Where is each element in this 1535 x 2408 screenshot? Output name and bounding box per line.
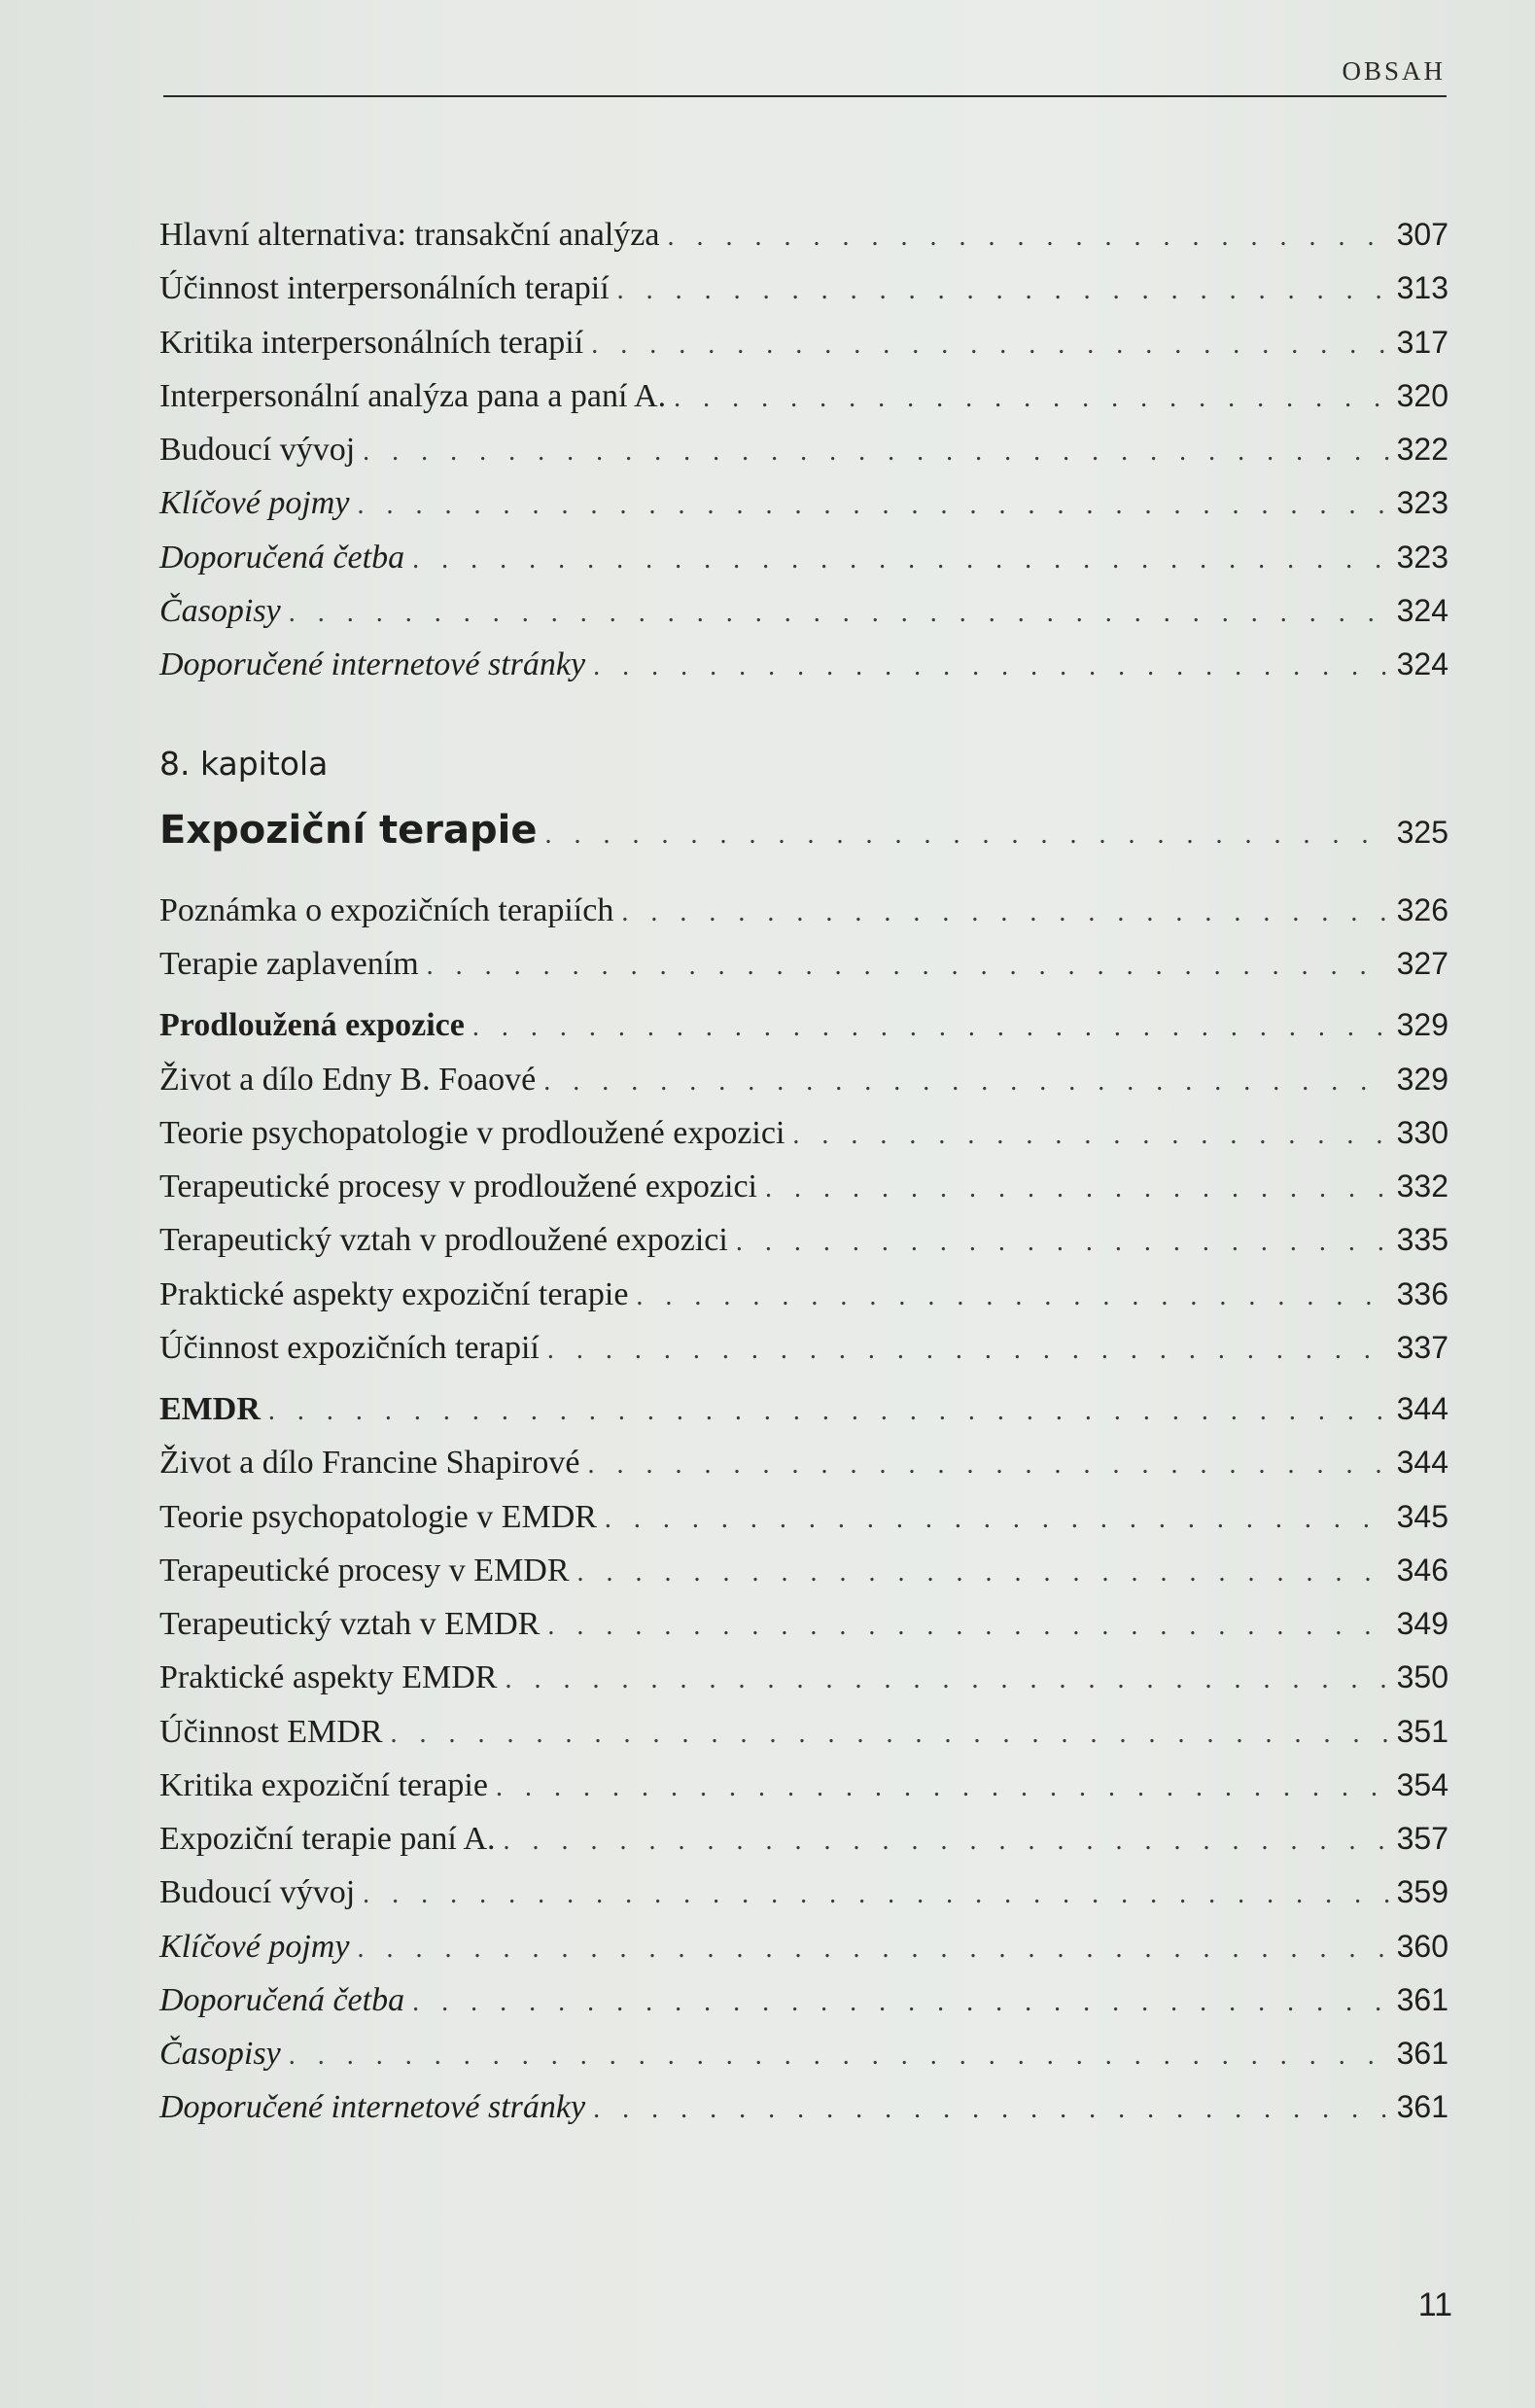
leader-dots [593,647,1389,686]
leader-dots [504,1822,1389,1861]
toc-entry[interactable] [159,483,1448,525]
toc-entry-page: 345 [1396,1499,1448,1534]
toc-section-label: EMDR [159,1391,261,1427]
toc-entry[interactable] [159,1060,1448,1101]
toc-entry[interactable] [159,2087,1448,2129]
toc-entry-label: Život a dílo Edny B. Foaové [159,1062,537,1098]
toc-entry-label: Život a dílo Francine Shapirové [159,1445,580,1481]
toc-entry[interactable] [159,1497,1448,1539]
toc-entry[interactable] [159,1274,1448,1316]
toc-entry-label: Poznámka o expozičních terapiích [159,892,614,928]
leader-dots [427,947,1389,986]
toc-entry-page: 361 [1396,2036,1448,2071]
toc-section-entry[interactable] [159,1389,1448,1431]
leader-dots [496,1768,1389,1807]
leader-dots [617,271,1389,310]
toc-entry-page: 357 [1396,1821,1448,1856]
toc-entry[interactable] [159,591,1448,633]
toc-entry-page: 344 [1396,1391,1448,1426]
leader-dots [587,1446,1388,1484]
leader-dots [289,594,1389,633]
toc-entry-label: Hlavní alternativa: transakční analýza [159,217,660,253]
toc-entry-label: Terapeutický vztah v prodloužené expozici [159,1222,728,1258]
leader-dots [792,1116,1388,1155]
toc-entry[interactable] [159,1819,1448,1861]
leader-dots [636,1277,1388,1316]
toc-entry-page: 327 [1396,946,1448,981]
toc-entry-label: Terapeutické procesy v EMDR [159,1553,570,1588]
toc-entry[interactable] [159,1551,1448,1592]
toc-entry-label: Teorie psychopatologie v EMDR [159,1499,597,1535]
toc-entry[interactable] [159,1712,1448,1754]
leader-dots [591,326,1388,365]
toc-entry-page: 332 [1396,1169,1448,1204]
toc-entry[interactable] [159,1113,1448,1155]
toc-entry-label: Praktické aspekty expoziční terapie [159,1276,629,1312]
leader-dots [506,1660,1389,1699]
chapter-title-page: 325 [1396,815,1448,850]
toc-entry-page: 324 [1396,593,1448,628]
toc-entry-page: 337 [1396,1330,1448,1365]
toc-entry-page: 350 [1396,1659,1448,1694]
toc-entry-label: Expoziční terapie paní A. [159,1821,496,1857]
leader-dots [547,1331,1389,1370]
toc-entry-label: Terapeutický vztah v EMDR [159,1606,541,1642]
toc-entry[interactable] [159,215,1448,257]
toc-entry-page: 349 [1396,1606,1448,1641]
leader-dots [577,1553,1389,1592]
toc-entry[interactable] [159,1872,1448,1914]
toc-section-label: Prodloužená expozice [159,1007,465,1043]
leader-dots [412,541,1389,579]
toc-entry-page: 307 [1396,217,1448,252]
toc-entry-page: 324 [1396,646,1448,681]
leader-dots [268,1392,1389,1431]
leader-dots [547,1607,1388,1646]
toc-entry-label: Terapie zaplavením [159,946,419,982]
toc-entry[interactable] [159,944,1448,986]
leader-dots [543,1063,1388,1101]
toc-entry-page: 361 [1396,2089,1448,2124]
toc-entry-label: Účinnost expozičních terapií [159,1330,540,1366]
header-rule [163,95,1447,97]
toc-entry-page: 323 [1396,485,1448,520]
toc-entry-label: Interpersonální analýza pana a paní A. [159,378,667,414]
toc-entry-label: Klíčové pojmy [159,1929,350,1965]
toc-entry[interactable] [159,268,1448,310]
leader-dots [472,1008,1389,1047]
toc-entry-label: Budoucí vývoj [159,432,356,468]
toc-entry[interactable] [159,1328,1448,1370]
toc-entry-page: 354 [1396,1767,1448,1802]
toc-entry-page: 326 [1396,892,1448,927]
leader-dots [593,2090,1389,2129]
toc-entry[interactable] [159,1658,1448,1699]
toc-entry[interactable] [159,1765,1448,1807]
toc-entry-page: 344 [1396,1445,1448,1480]
toc-entry-label: Klíčové pojmy [159,485,350,521]
toc-entry-page: 336 [1396,1276,1448,1311]
leader-dots [621,893,1388,932]
toc-entry[interactable] [159,538,1448,579]
leader-dots [289,2037,1389,2076]
leader-dots [674,379,1389,418]
toc-entry-page: 359 [1396,1874,1448,1909]
toc-entry-page: 317 [1396,325,1448,360]
toc-entry[interactable] [159,376,1448,418]
toc-entry-page: 351 [1396,1714,1448,1749]
toc-entry-page: 329 [1396,1007,1448,1042]
toc-entry-label: Časopisy [159,2036,281,2072]
toc-entry-page: 322 [1396,432,1448,467]
toc-entry-page: 360 [1396,1929,1448,1964]
toc-entry[interactable] [159,1167,1448,1208]
chapter-title: Expoziční terapie [159,808,538,853]
leader-dots [667,218,1388,257]
toc-section-entry[interactable] [159,1005,1448,1047]
toc-entry-page: 320 [1396,378,1448,413]
toc-entry-page: 330 [1396,1115,1448,1150]
toc-entry[interactable] [159,1220,1448,1262]
leader-dots [412,1983,1389,2022]
leader-dots [357,486,1388,525]
toc-entry-page: 313 [1396,270,1448,305]
toc-entry-label: Doporučené internetové stránky [159,646,586,682]
leader-dots [363,1875,1388,1914]
toc-entry-page: 346 [1396,1553,1448,1588]
toc-entry-page: 335 [1396,1222,1448,1257]
toc-entry-label: Praktické aspekty EMDR [159,1659,498,1695]
toc-entry[interactable] [159,645,1448,686]
toc-entry-page: 329 [1396,1062,1448,1097]
page-number: 11 [1417,2286,1452,2323]
leader-dots [545,816,1389,855]
running-head: OBSAH [1342,56,1446,86]
chapter-title-entry[interactable] [159,808,1448,855]
toc-entry-label: Doporučená četba [159,1982,405,2018]
toc-entry-page: 361 [1396,1982,1448,2017]
toc-entry-page: 323 [1396,540,1448,575]
toc-entry-label: Budoucí vývoj [159,1874,356,1910]
leader-dots [765,1169,1389,1208]
toc-entry-label: Kritika expoziční terapie [159,1767,488,1803]
toc-entry[interactable] [159,323,1448,365]
leader-dots [605,1500,1389,1539]
toc-entry-label: Účinnost EMDR [159,1714,383,1750]
toc-entry-label: Časopisy [159,593,281,629]
toc-entry[interactable] [159,2034,1448,2076]
leader-dots [736,1223,1389,1262]
toc-entry[interactable] [159,890,1448,932]
toc-entry[interactable] [159,1604,1448,1646]
toc-entry-label: Doporučená četba [159,540,405,576]
toc-entry[interactable] [159,1443,1448,1484]
toc-entry-label: Doporučené internetové stránky [159,2089,586,2125]
toc-entry[interactable] [159,1927,1448,1969]
leader-dots [363,433,1388,471]
toc-entry-label: Teorie psychopatologie v prodloužené expozici [159,1115,785,1151]
toc-entry-label: Kritika interpersonálních terapií [159,325,584,361]
toc-entry[interactable] [159,1980,1448,2022]
toc-entry[interactable] [159,430,1448,471]
leader-dots [357,1930,1388,1969]
chapter-label: 8. kapitola [159,745,329,783]
leader-dots [391,1715,1389,1754]
toc-entry-label: Terapeutické procesy v prodloužené expozici [159,1169,758,1204]
toc-entry-label: Účinnost interpersonálních terapií [159,270,610,306]
